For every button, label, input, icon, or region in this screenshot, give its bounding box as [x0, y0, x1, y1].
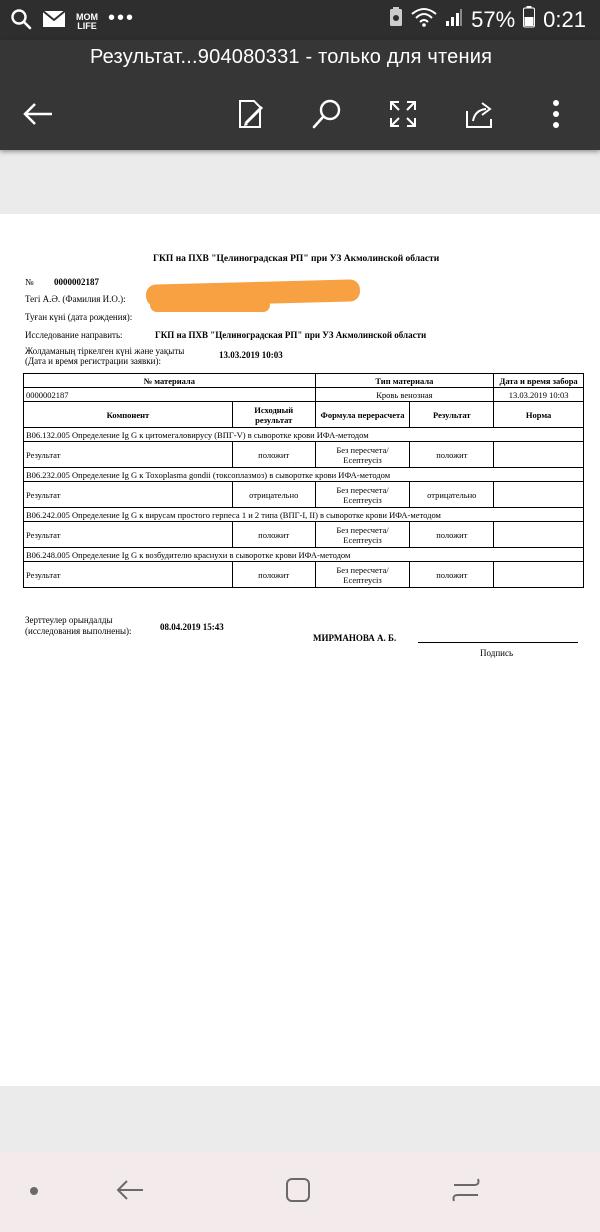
- edit-button[interactable]: [230, 94, 274, 138]
- back-icon: [115, 1178, 145, 1207]
- share-button[interactable]: [458, 94, 502, 138]
- signer-name: МИРМАНОВА А. Б.: [313, 633, 397, 643]
- battery-icon: [523, 6, 535, 34]
- number-label: №: [25, 277, 34, 287]
- material-number-header: № материала: [24, 374, 316, 388]
- test-title-row: [24, 548, 584, 562]
- material-type-header: Тип материала: [315, 374, 494, 388]
- document-page[interactable]: [0, 214, 600, 1086]
- results-table: [23, 373, 584, 588]
- component-header: Компонент: [24, 402, 233, 428]
- norm-cell: [494, 442, 584, 468]
- result-header: Результат: [410, 402, 494, 428]
- initial-result-header: Исходный результат: [232, 402, 315, 428]
- search-button[interactable]: [305, 94, 349, 138]
- battery-percent: 57%: [471, 7, 516, 32]
- signature-line: [418, 642, 578, 643]
- nav-back-button[interactable]: [108, 1170, 152, 1214]
- search-icon: [10, 8, 32, 35]
- system-nav-bar: [0, 1152, 600, 1232]
- material-number: 0000002187: [24, 388, 316, 402]
- document-title: Результат...904080331 - только для чтения: [90, 46, 493, 68]
- status-bar: [0, 0, 600, 40]
- referral-value: ГКП на ПХВ "Целиноградская РП" при УЗ Акмолинской области: [155, 330, 427, 340]
- performed-value: 08.04.2019 15:43: [160, 622, 224, 632]
- formula-header: Формула перерасчета: [315, 402, 410, 428]
- fullscreen-button[interactable]: [381, 94, 425, 138]
- performed-label-kk: Зерттеулер орындалды: [25, 615, 113, 625]
- test-title-row: [24, 468, 584, 482]
- signal-icon: [445, 7, 463, 33]
- edit-icon: [236, 97, 268, 136]
- registration-value: 13.03.2019 10:03: [219, 350, 283, 360]
- initial-result-cell: положит: [232, 562, 315, 588]
- toolbar: [0, 90, 600, 140]
- recents-icon: [450, 1176, 482, 1209]
- more-options-button[interactable]: [534, 94, 578, 138]
- formula-cell: Без пересчета/ Есептеусіз: [315, 522, 410, 548]
- collection-date: 13.03.2019 10:03: [494, 388, 584, 402]
- momlife-icon: MOM LIFE: [76, 11, 98, 31]
- clock: 0:21: [543, 7, 586, 32]
- test-title-row: [24, 428, 584, 442]
- performed-label-ru: (исследования выполнены):: [25, 626, 132, 636]
- initial-result-cell: положит: [232, 522, 315, 548]
- search-icon: [310, 97, 344, 136]
- referral-label: Исследование направить:: [25, 330, 123, 340]
- test-result-row: [24, 522, 584, 548]
- test-title-row: [24, 508, 584, 522]
- birth-label: Туған күні (дата рождения):: [25, 312, 133, 322]
- material-type: Кровь венозная: [315, 388, 494, 402]
- component-cell: Результат: [24, 482, 233, 508]
- component-header-row: [24, 402, 584, 428]
- formula-cell: Без пересчета/ Есептеусіз: [315, 442, 410, 468]
- home-icon: [284, 1176, 312, 1209]
- back-button[interactable]: [16, 94, 60, 138]
- nav-home-button[interactable]: [276, 1170, 320, 1214]
- name-label: Тегі А.Ә. (Фамилия И.О.):: [25, 294, 126, 304]
- registration-label-ru: (Дата и время регистрации заявки):: [25, 356, 161, 366]
- formula-cell: Без пересчета/ Есептеусіз: [315, 562, 410, 588]
- test-title: B06.242.005 Определение Ig G к вирусам простого герпеса 1 и 2 типа (ВПГ-I, II) в сыворотке крови ИФА-методом: [24, 508, 584, 522]
- norm-cell: [494, 482, 584, 508]
- app-bar: [0, 40, 600, 150]
- initial-result-cell: отрицательно: [232, 482, 315, 508]
- norm-cell: [494, 562, 584, 588]
- signature-label: Подпись: [480, 648, 514, 658]
- mail-icon: [42, 10, 66, 33]
- test-result-row: [24, 442, 584, 468]
- test-title: B06.248.005 Определение Ig G к возбудителю краснухи в сыворотке крови ИФА-методом: [24, 548, 584, 562]
- nav-recents-button[interactable]: [444, 1170, 488, 1214]
- component-cell: Результат: [24, 522, 233, 548]
- battery-saver-icon: [389, 7, 403, 33]
- initial-result-cell: положит: [232, 442, 315, 468]
- result-cell: положит: [410, 562, 494, 588]
- component-cell: Результат: [24, 562, 233, 588]
- back-arrow-icon: [22, 102, 54, 131]
- redaction-mark: [150, 298, 270, 312]
- test-title: B06.232.005 Определение Ig G к Toxoplasma gondii (токсоплазмоз) в сыворотке крови ИФА-методом: [24, 468, 584, 482]
- norm-header: Норма: [494, 402, 584, 428]
- norm-cell: [494, 522, 584, 548]
- result-cell: положит: [410, 442, 494, 468]
- wifi-icon: [411, 7, 437, 33]
- nav-dot-button[interactable]: [12, 1170, 56, 1214]
- collection-date-header: Дата и время забора: [494, 374, 584, 388]
- dot-icon: [29, 1183, 39, 1201]
- more-vert-icon: [552, 99, 560, 134]
- test-result-row: [24, 482, 584, 508]
- result-cell: отрицательно: [410, 482, 494, 508]
- test-result-row: [24, 562, 584, 588]
- more-notifications-icon: •••: [108, 7, 136, 29]
- test-title: B06.132.005 Определение Ig G к цитомегаловирусу (ВПГ-V) в сыворотке крови ИФА-методом: [24, 428, 584, 442]
- org-header: ГКП на ПХВ "Целиноградская РП" при УЗ Акмолинской области: [153, 254, 440, 264]
- share-icon: [464, 99, 496, 134]
- component-cell: Результат: [24, 442, 233, 468]
- formula-cell: Без пересчета/ Есептеусіз: [315, 482, 410, 508]
- fullscreen-icon: [388, 99, 418, 134]
- material-row: [24, 388, 584, 402]
- registration-label-kk: Жолдаманың тіркелген күні және уақыты: [25, 346, 185, 356]
- result-cell: положит: [410, 522, 494, 548]
- number-value: 0000002187: [54, 277, 99, 287]
- material-header-row: [24, 374, 584, 388]
